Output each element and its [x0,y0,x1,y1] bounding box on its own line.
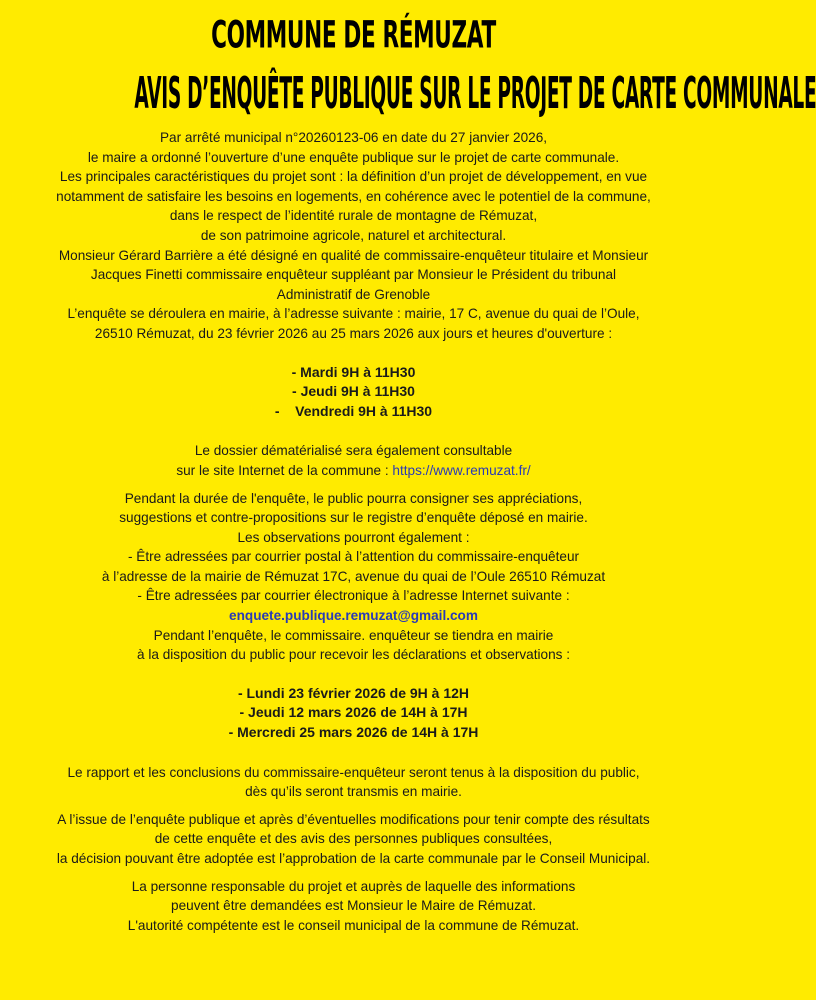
decision-section [0,810,707,869]
responsible-line: L'autorité compétente est le conseil municipal de la commune de Rémuzat. [127,917,580,933]
intro-line: Par arrêté municipal n°20260123-06 en date du 27 janvier 2026, [159,130,548,145]
decision-line: de cette enquête et des avis des personnes publiques consultées, [154,831,553,847]
intro-line: Jacques Finetti commissaire enquêteur suppléant par Monsieur le Président du tribunal [90,267,617,283]
observations-line: - Être adressées par courrier électronique à l’adresse Internet suivante : [137,588,570,604]
website-link[interactable]: https://www.remuzat.fr/ [392,462,531,478]
report-section [0,763,707,802]
permanence-item: - Mercredi 25 mars 2026 de 14H à 17H [228,724,479,741]
intro-line: dans le respect de l’identité rurale de montagne de Rémuzat, [169,208,538,224]
intro-line: le maire a ordonné l’ouverture d’une enquête publique sur le projet de carte communale. [87,149,620,165]
dossier-line: Le dossier dématérialisé sera également consultable [194,443,513,459]
intro-line: Monsieur Gérard Barrière a été désigné en qualité de commissaire-enquêteur titulaire et Monsieur [58,247,649,263]
intro-line: Administratif de Grenoble [276,286,431,302]
dossier-line [0,461,707,481]
intro-section [0,128,707,344]
intro-line: notamment de satisfaire les besoins en logements, en cohérence avec le potentiel de la commune, [56,188,651,204]
permanence-item: - Jeudi 12 mars 2026 de 14H à 17H [239,704,468,721]
intro-line: 26510 Rémuzat, du 23 février 2026 au 25 mars 2026 aux jours et heures d'ouverture : [94,325,613,341]
decision-line: la décision pouvant être adoptée est l’approbation de la carte communale par le Conseil Municipal. [56,851,651,866]
observations-line: Les observations pourront également : [237,529,470,545]
email-link[interactable]: enquete.publique.remuzat@gmail.com [229,608,478,624]
opening-hours-item: - Mardi 9H à 11H30 [291,363,416,380]
permanence-intro-line: à la disposition du public pour recevoir les déclarations et observations : [137,647,570,663]
opening-hours-item: - Vendredi 9H à 11H30 [274,402,433,419]
responsible-section [0,877,707,936]
dossier-section [0,441,707,480]
opening-hours-list [0,363,707,422]
decision-line: A l’issue de l’enquête publique et après d’éventuelles modifications pour tenir compte des résultats [57,811,650,827]
observations-line: Pendant la durée de l'enquête, le public pourra consigner ses appréciations, [124,490,583,506]
responsible-line: La personne responsable du projet et auprès de laquelle des informations [131,878,576,894]
report-line: dès qu’ils seront transmis en mairie. [245,784,462,800]
observations-section [0,489,707,665]
report-line: Le rapport et les conclusions du commissaire-enquêteur seront tenus à la disposition du public, [67,764,640,780]
observations-line: suggestions et contre-propositions sur le registre d’enquête déposé en mairie. [119,510,588,526]
commune-title: COMMUNE DE RÉMUZAT [211,13,496,58]
dossier-prefix: sur le site Internet de la commune : [176,462,393,478]
notice-body [0,128,707,935]
observations-line: à l’adresse de la mairie de Rémuzat 17C, avenue du quai de l’Oule 26510 Rémuzat [101,568,606,584]
permanences-list [0,684,707,743]
permanence-item: - Lundi 23 février 2026 de 9H à 12H [237,684,470,701]
intro-line: de son patrimoine agricole, naturel et architectural. [200,227,507,243]
intro-line: L’enquête se déroulera en mairie, à l’adresse suivante : mairie, 17 C, avenue du quai de l’Oule, [67,306,640,322]
opening-hours-item: - Jeudi 9H à 11H30 [292,383,415,400]
responsible-line: peuvent être demandées est Monsieur le Maire de Rémuzat. [171,898,536,914]
permanence-intro-line: Pendant l’enquête, le commissaire. enquêteur se tiendra en mairie [153,627,554,643]
observations-line: - Être adressées par courrier postal à l’attention du commissaire-enquêteur [127,549,580,565]
notice-title: AVIS D’ENQUÊTE PUBLIQUE SUR LE PROJET DE CARTE COMMUNALE [134,68,816,120]
intro-line: Les principales caractéristiques du projet sont : la définition d’un projet de développement, en vue [59,169,648,185]
